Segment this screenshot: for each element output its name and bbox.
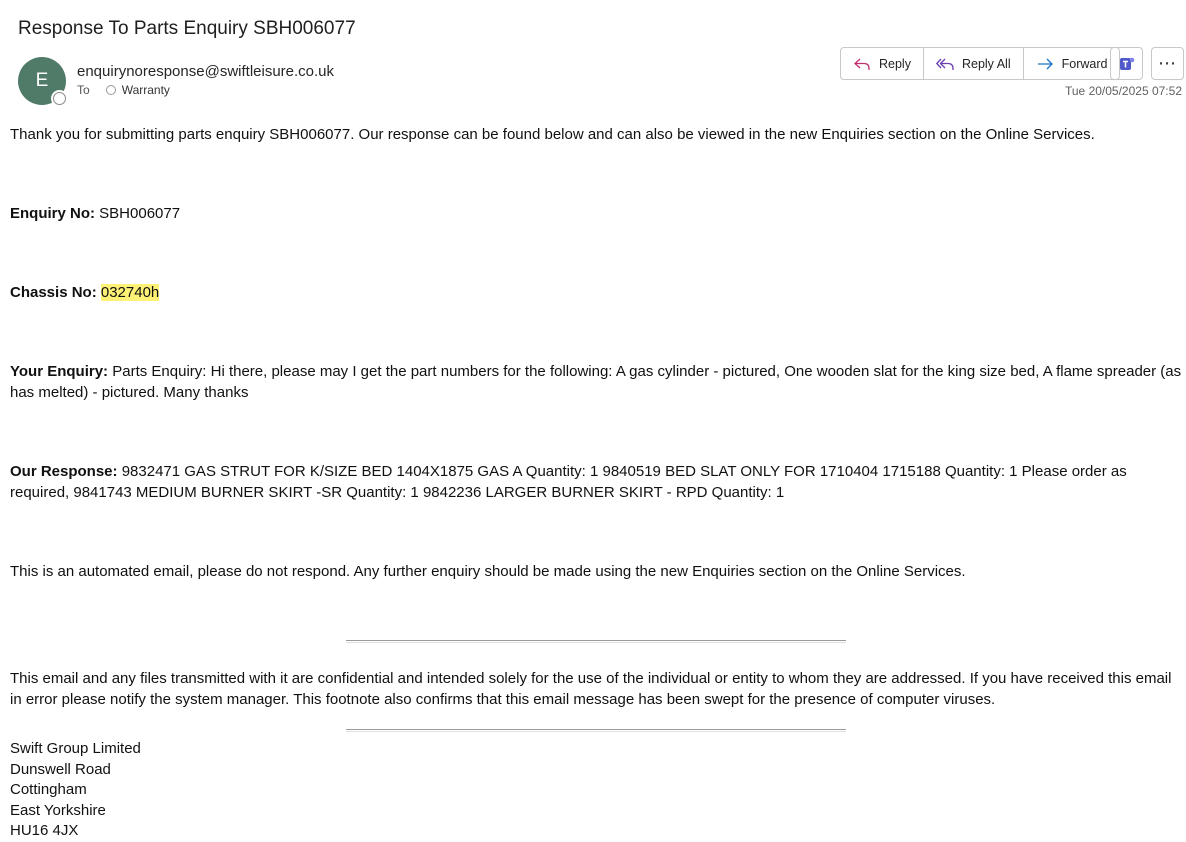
enquiry-no-label: Enquiry No: [10,205,95,222]
presence-status-icon [53,92,66,105]
received-date: Tue 20/05/2025 07:52 [1065,84,1182,98]
recipient-status-icon [106,85,116,95]
reply-all-label: Reply All [961,56,1011,71]
disclaimer-text: This email and any files transmitted with it are confidential and intended solely for the use of the individual or entity to whom they are addressed. If you have received this email in error please notify the system manager. This footnote also confirms that this email message has been swept for the presence of computer viruses. [10,670,1172,708]
forward-button[interactable] [1024,48,1120,79]
chassis-no-label: Chassis No: [10,284,97,301]
sender-address[interactable]: enquirynoresponse@swiftleisure.co.uk [77,63,335,80]
chassis-no-line [10,282,1182,303]
company-address [10,739,1182,842]
forward-icon [1036,55,1054,73]
enquiry-no-value: SBH006077 [99,205,181,222]
your-enquiry-label: Your Enquiry: [10,363,109,380]
our-response-line [10,461,1182,503]
address-line: HU16 4JX [10,822,79,839]
forward-label: Forward [1061,56,1108,71]
enquiry-no-line [10,203,1182,224]
reply-label: Reply [879,56,911,71]
recipient-name[interactable]: Warranty [121,83,170,97]
our-response-label: Our Response: [10,463,118,480]
recipient-line [77,83,170,97]
address-line: Cottingham [10,781,87,798]
more-actions-button[interactable] [1151,47,1184,80]
teams-button[interactable] [1110,47,1143,80]
teams-icon [1118,55,1136,73]
address-line: East Yorkshire [10,801,106,819]
your-enquiry-line [10,361,1182,403]
message-body [10,124,1182,842]
email-subject: Response To Parts Enquiry SBH006077 [18,18,356,39]
reply-all-button[interactable] [924,48,1024,79]
reply-button[interactable] [841,48,924,79]
our-response-text: 9832471 GAS STRUT FOR K/SIZE BED 1404X1875 GAS A Quantity: 1 9840519 BED SLAT ONLY FOR 1710404 1715188 Quantity: 1 Please order as required, 9841743 MEDIUM BURNER SKIRT -SR Quantity: 1 9842236 LARGER BURNER SKIRT - RPD Quantity: 1 [10,463,1127,501]
reply-all-icon [936,55,954,73]
automated-notice: This is an automated email, please do not respond. Any further enquiry should be made using the new Enquiries section on the Online Services. [10,563,966,580]
address-line: Swift Group Limited [10,740,141,757]
to-label: To [77,83,90,97]
more-icon: ⋯ [1158,53,1177,73]
chassis-no-value: 032740h [100,284,160,301]
your-enquiry-text: Parts Enquiry: Hi there, please may I get the part numbers for the following: A gas cylinder - pictured, One wooden slat for the king size bed, A flame spreader (as has melted) - pictured. Many thanks [10,363,1182,401]
intro-text: Thank you for submitting parts enquiry SBH006077. Our response can be found below and can also be viewed in the new Enquiries section on the Online Services. [10,126,1095,143]
sender-avatar[interactable]: E [18,57,66,105]
message-actions [840,47,1120,80]
address-line: Dunswell Road [10,760,111,778]
reply-icon [853,55,871,73]
